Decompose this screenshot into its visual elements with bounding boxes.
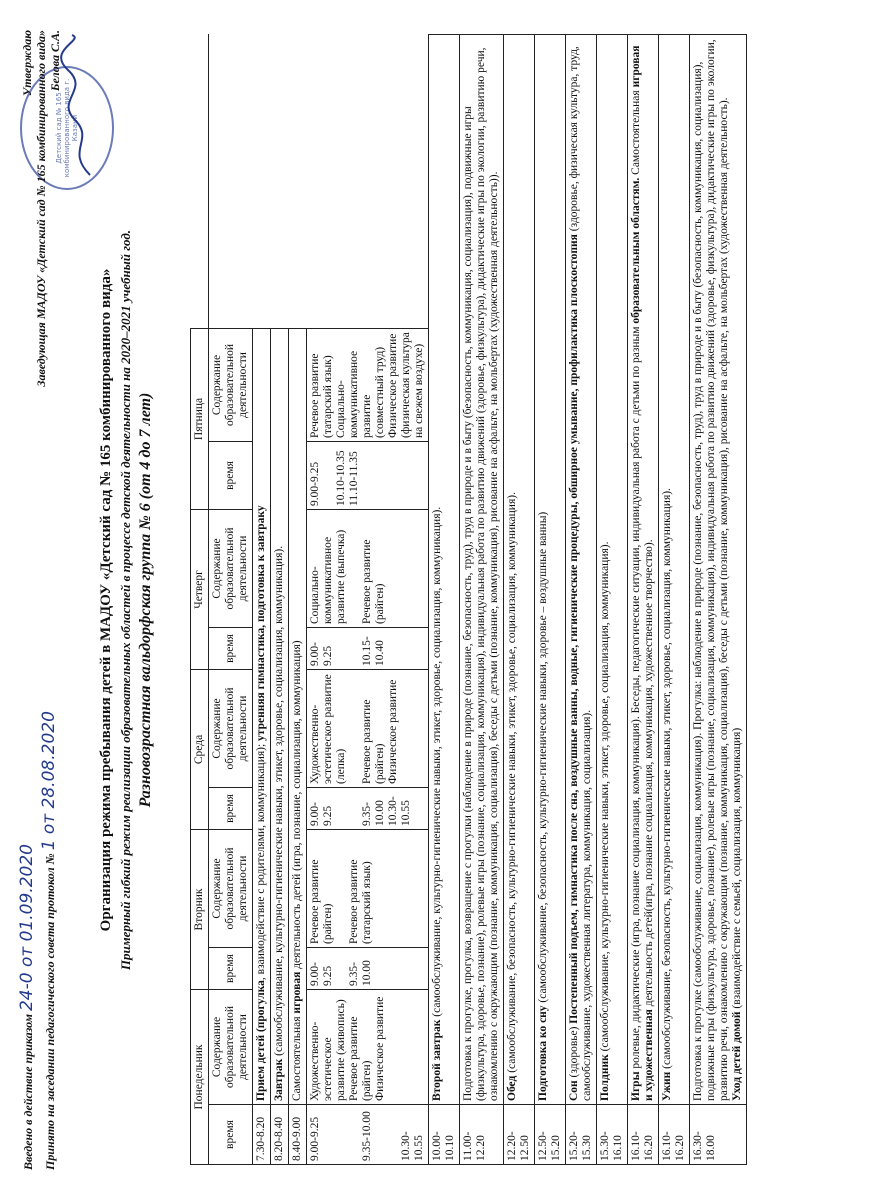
activities-row: 9.00-9.25 9.35-10.00 10.30-10.55 Художественно-эстетическое развитие (живопись) Речевое развитие (райген) Физическое развитие 9.00-9.25 9.35-10.00 Речевое развитие (райген) Речевое развитие (татарский язык) 9.00-9.25 9.35-10.00 10.30-10.55 Художественно-эстетическое развитие (лепка) Речевое развитие (райген) Физическое развитие 9.00-9.25 10.15-10.40 Социально-коммуникативное развитие (выпечка) Речевое развитие (райген) 9.00-9.25 10.10-10.35 11.10-11.35 Речевое развитие (татарский язык) Социально-коммуникативное развитие (совместный труд) Физическое развитие (физическая культура на свежем воздухе) — [307, 34, 429, 1164]
intro-order-handwriting: 24-0 от 01.09.2020 — [17, 844, 37, 1012]
header-row-days — [191, 34, 209, 1164]
organization-stamp: Детский сад № 165 комбинированного вида г. Казани — [20, 66, 114, 190]
table-row: 7.30-8.20 Прием детей (прогулка, взаимодействие с родителями, коммуникация); утренняя гимнастика, подготовка к завтраку — [253, 34, 271, 1164]
day-header: Четверг — [191, 509, 209, 669]
col-time: время — [209, 948, 253, 990]
table-row: 10.00-10.10 Второй завтрак (самообслуживание, культурно-гигиенические навыки, этикет, здоровье, социализация, коммуникация). — [429, 34, 460, 1164]
header-row-columns — [209, 34, 253, 1164]
col-time: время — [209, 1105, 253, 1165]
schedule-table — [190, 34, 747, 1165]
page-subtitle: Примерный гибкий режим реализации образовательных областей в процессе детской деятельности на 2020–2021 учебный год. — [118, 229, 133, 971]
col-content: Содержание образовательной деятельности — [209, 509, 253, 627]
col-time: время — [209, 787, 253, 829]
group-title: Разновозрастная вальдорфская группа № 6 (от 4 до 7 лет) — [137, 392, 154, 808]
signature — [60, 30, 100, 180]
col-content: Содержание образовательной деятельности — [209, 669, 253, 787]
day-header: Пятница — [191, 328, 209, 509]
approval-block: Утверждаю Заведующая МАДОУ «Детский сад № 165 комбинированного вида» Белова С.А. — [20, 30, 62, 387]
intro-order-line: Введено в действие приказом 24-0 от 01.09.2020 — [17, 844, 37, 1170]
table-row: 16.10-16.20 Ужин (самообслуживание, безопасность, культурно-гигиенические навыки, этикет, здоровье, социализация, коммуникация). — [659, 34, 690, 1164]
page-title: Организация режима пребывания детей в МАДОУ «Детский сад № 165 комбинированного вида» — [98, 268, 114, 932]
table-row: 16.10-16.20 Игры ролевые, дидактические (игра, познание социализация, коммуникация). Беседы, педагогические ситуации, индивидуальная работа с детьми по разным образовательным областям. Самостоятельная игровая и художественная деятельность детей(игра, познание социализация, коммуникация, художественное творчество). — [628, 34, 659, 1164]
table-row: 16.30-18.00 Подготовка к прогулке (самообслуживание, социализация, коммуникация). Прогулка: наблюдение в природе (познание, безопасность, труд), труд в природе и в быту (безопасность, коммуникация, социализация), подвижные игры (физкультура, здоровье, познание), ролевые игры (познание, социализация, коммуникация), индивидуальная работа по развитию движений (здоровье, физкультура), дидактические игры по экологии, развитию речи, ознакомлению с окружающим (познание, коммуникация, социализация), беседы с детьми (познание, коммуникация), рисование на асфальте, на мольбертах (художественная деятельность). Уход детей домой (взаимодействие с семьей, социализация, коммуникация) — [690, 34, 747, 1164]
day-header: Вторник — [191, 829, 209, 989]
table-row: 12.20-12.50 Обед (самообслуживание, безопасность, культурно-гигиенические навыки, этикет, здоровье, социализация, коммуникация). — [504, 34, 535, 1164]
col-content: Содержание образовательной деятельности — [209, 829, 253, 947]
day-header: Среда — [191, 669, 209, 829]
table-row: 12.50-15.20 Подготовка ко сну (самообслуживание, безопасность, культурно-гигиенические навыки, здоровье – воздушные ванны) — [535, 34, 566, 1164]
table-row: 15.20-15.30 Сон (здоровье) Постепенный подъем, гимнастика после сна, воздушные ванны, водные, гигиенические процедуры, обширное умывание, профилактика плоскостопия (здоровье, физическая культура, труд, самообслуживание, художественная литература, коммуникация, социализация). — [566, 34, 597, 1164]
day-header: Понедельник — [191, 990, 209, 1165]
table-row: 8.20-8.40 Завтрак (самообслуживание, культурно-гигиенические навыки, этикет, здоровье, социализация, коммуникация). — [271, 34, 289, 1164]
table-row: 8.40-9.00 Самостоятельная игровая деятельность детей (игра, познание, социализация, коммуникация) — [289, 34, 307, 1164]
council-line: Принято на заседании педагогического совета протокол № 1 от 28.08.2020 — [39, 711, 59, 1170]
col-content: Содержание образовательной деятельности — [209, 990, 253, 1105]
col-time: время — [209, 627, 253, 669]
col-time: время — [209, 441, 253, 509]
table-row: 11.00-12.20 Подготовка к прогулке, прогулка, возвращение с прогулки (наблюдение в природе (познание, безопасность, труд), труд в природе и в быту (безопасность, коммуникация, социализация), подвижные игры (физкультура, здоровье, познание), ролевые игры (познание, социализация, коммуникация), индивидуальная работа по развитию движений (здоровье, физкультура), дидактические игры по экологии, развитию речи, ознакомлению с окружающим (познание, коммуникация, социализация), беседы с детьми (познание, коммуникация), рисование на асфальте, на мольбертах (художественная деятельность)). — [460, 34, 504, 1164]
table-row: 15.30-16.10 Полдник (самообслуживание, культурно-гигиенические навыки, этикет, здоровье, социализация, коммуникация). — [597, 34, 628, 1164]
council-handwriting: 1 от 28.08.2020 — [39, 711, 59, 851]
col-content: Содержание образовательной деятельности — [209, 328, 253, 441]
